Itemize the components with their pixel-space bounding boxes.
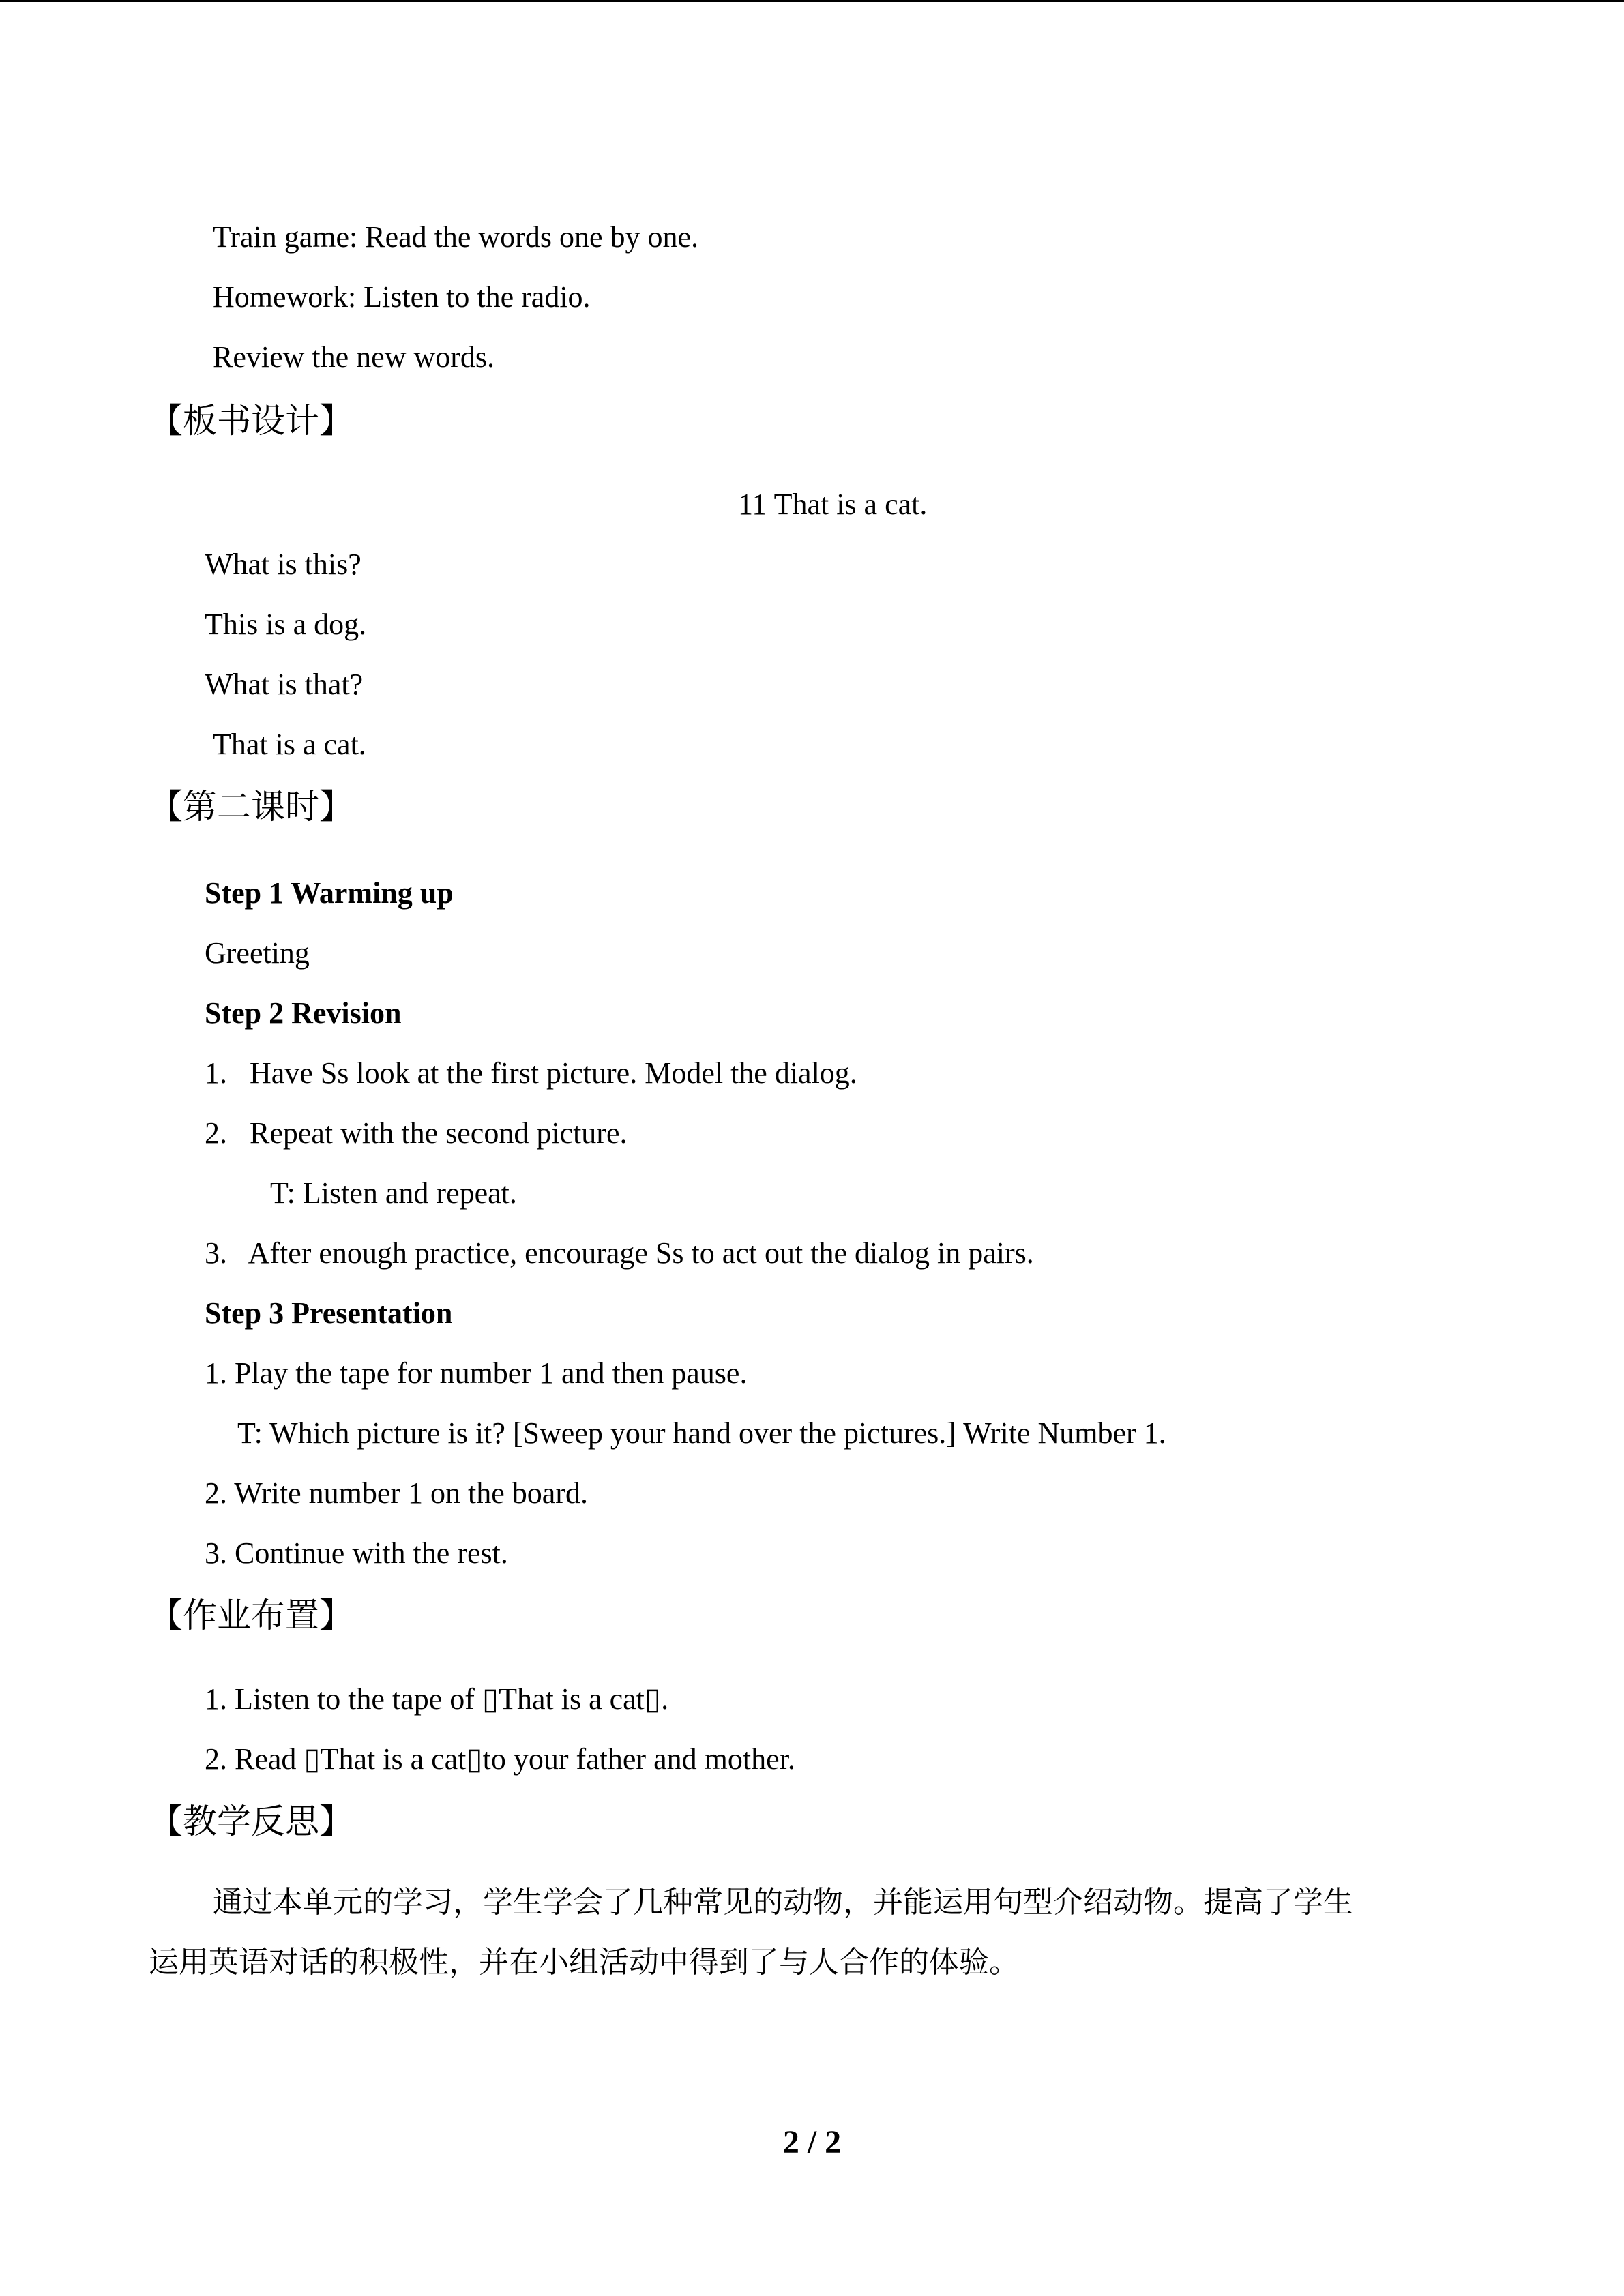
step3-item-1-sub: T: Which picture is it? [Sweep your hand over the pictures.] Write Number 1. — [237, 1416, 1166, 1450]
step1-text: Greeting — [205, 936, 310, 970]
section-heading-reflection: 【教学反思】 — [149, 1802, 353, 1841]
section-heading-homework: 【作业布置】 — [149, 1596, 353, 1635]
step3-item-2: 2. Write number 1 on the board. — [205, 1476, 588, 1510]
step2-item-3: 3. After enough practice, encourage Ss to act out the dialog in pairs. — [205, 1236, 1034, 1270]
reflection-line-1: 通过本单元的学习，学生学会了几种常见的动物，并能运用句型介绍动物。提高了学生 — [213, 1885, 1353, 1920]
reflection-line-2: 运用英语对话的积极性，并在小组活动中得到了与人合作的体验。 — [149, 1945, 1019, 1980]
train-game-line: Train game: Read the words one by one. — [213, 220, 699, 254]
step2-item-2: 2. Repeat with the second picture. — [205, 1116, 628, 1150]
homework-line: Homework: Listen to the radio. — [213, 280, 591, 314]
step2-item-2-sub: T: Listen and repeat. — [270, 1176, 517, 1210]
step2-title: Step 2 Revision — [205, 996, 402, 1030]
board-title: 11 That is a cat. — [738, 488, 928, 521]
board-line-4: That is a cat. — [213, 728, 366, 761]
top-border — [0, 0, 1624, 2]
step3-item-3: 3. Continue with the rest. — [205, 1536, 508, 1570]
step1-title: Step 1 Warming up — [205, 876, 454, 910]
page-number: 2 / 2 — [782, 2124, 842, 2160]
section-heading-second-lesson: 【第二课时】 — [149, 787, 353, 826]
step3-title: Step 3 Presentation — [205, 1296, 453, 1330]
review-line: Review the new words. — [213, 340, 495, 374]
board-line-3: What is that? — [205, 668, 364, 701]
homework-item-2: 2. Read ▯That is a cat▯to your father and mother. — [205, 1742, 795, 1776]
board-line-2: This is a dog. — [205, 608, 367, 641]
homework-item-1: 1. Listen to the tape of ▯That is a cat▯. — [205, 1682, 669, 1716]
step3-item-1: 1. Play the tape for number 1 and then pause. — [205, 1356, 748, 1390]
board-line-1: What is this? — [205, 548, 361, 581]
step2-item-1: 1. Have Ss look at the first picture. Model the dialog. — [205, 1056, 857, 1090]
section-heading-board-design: 【板书设计】 — [149, 401, 353, 441]
